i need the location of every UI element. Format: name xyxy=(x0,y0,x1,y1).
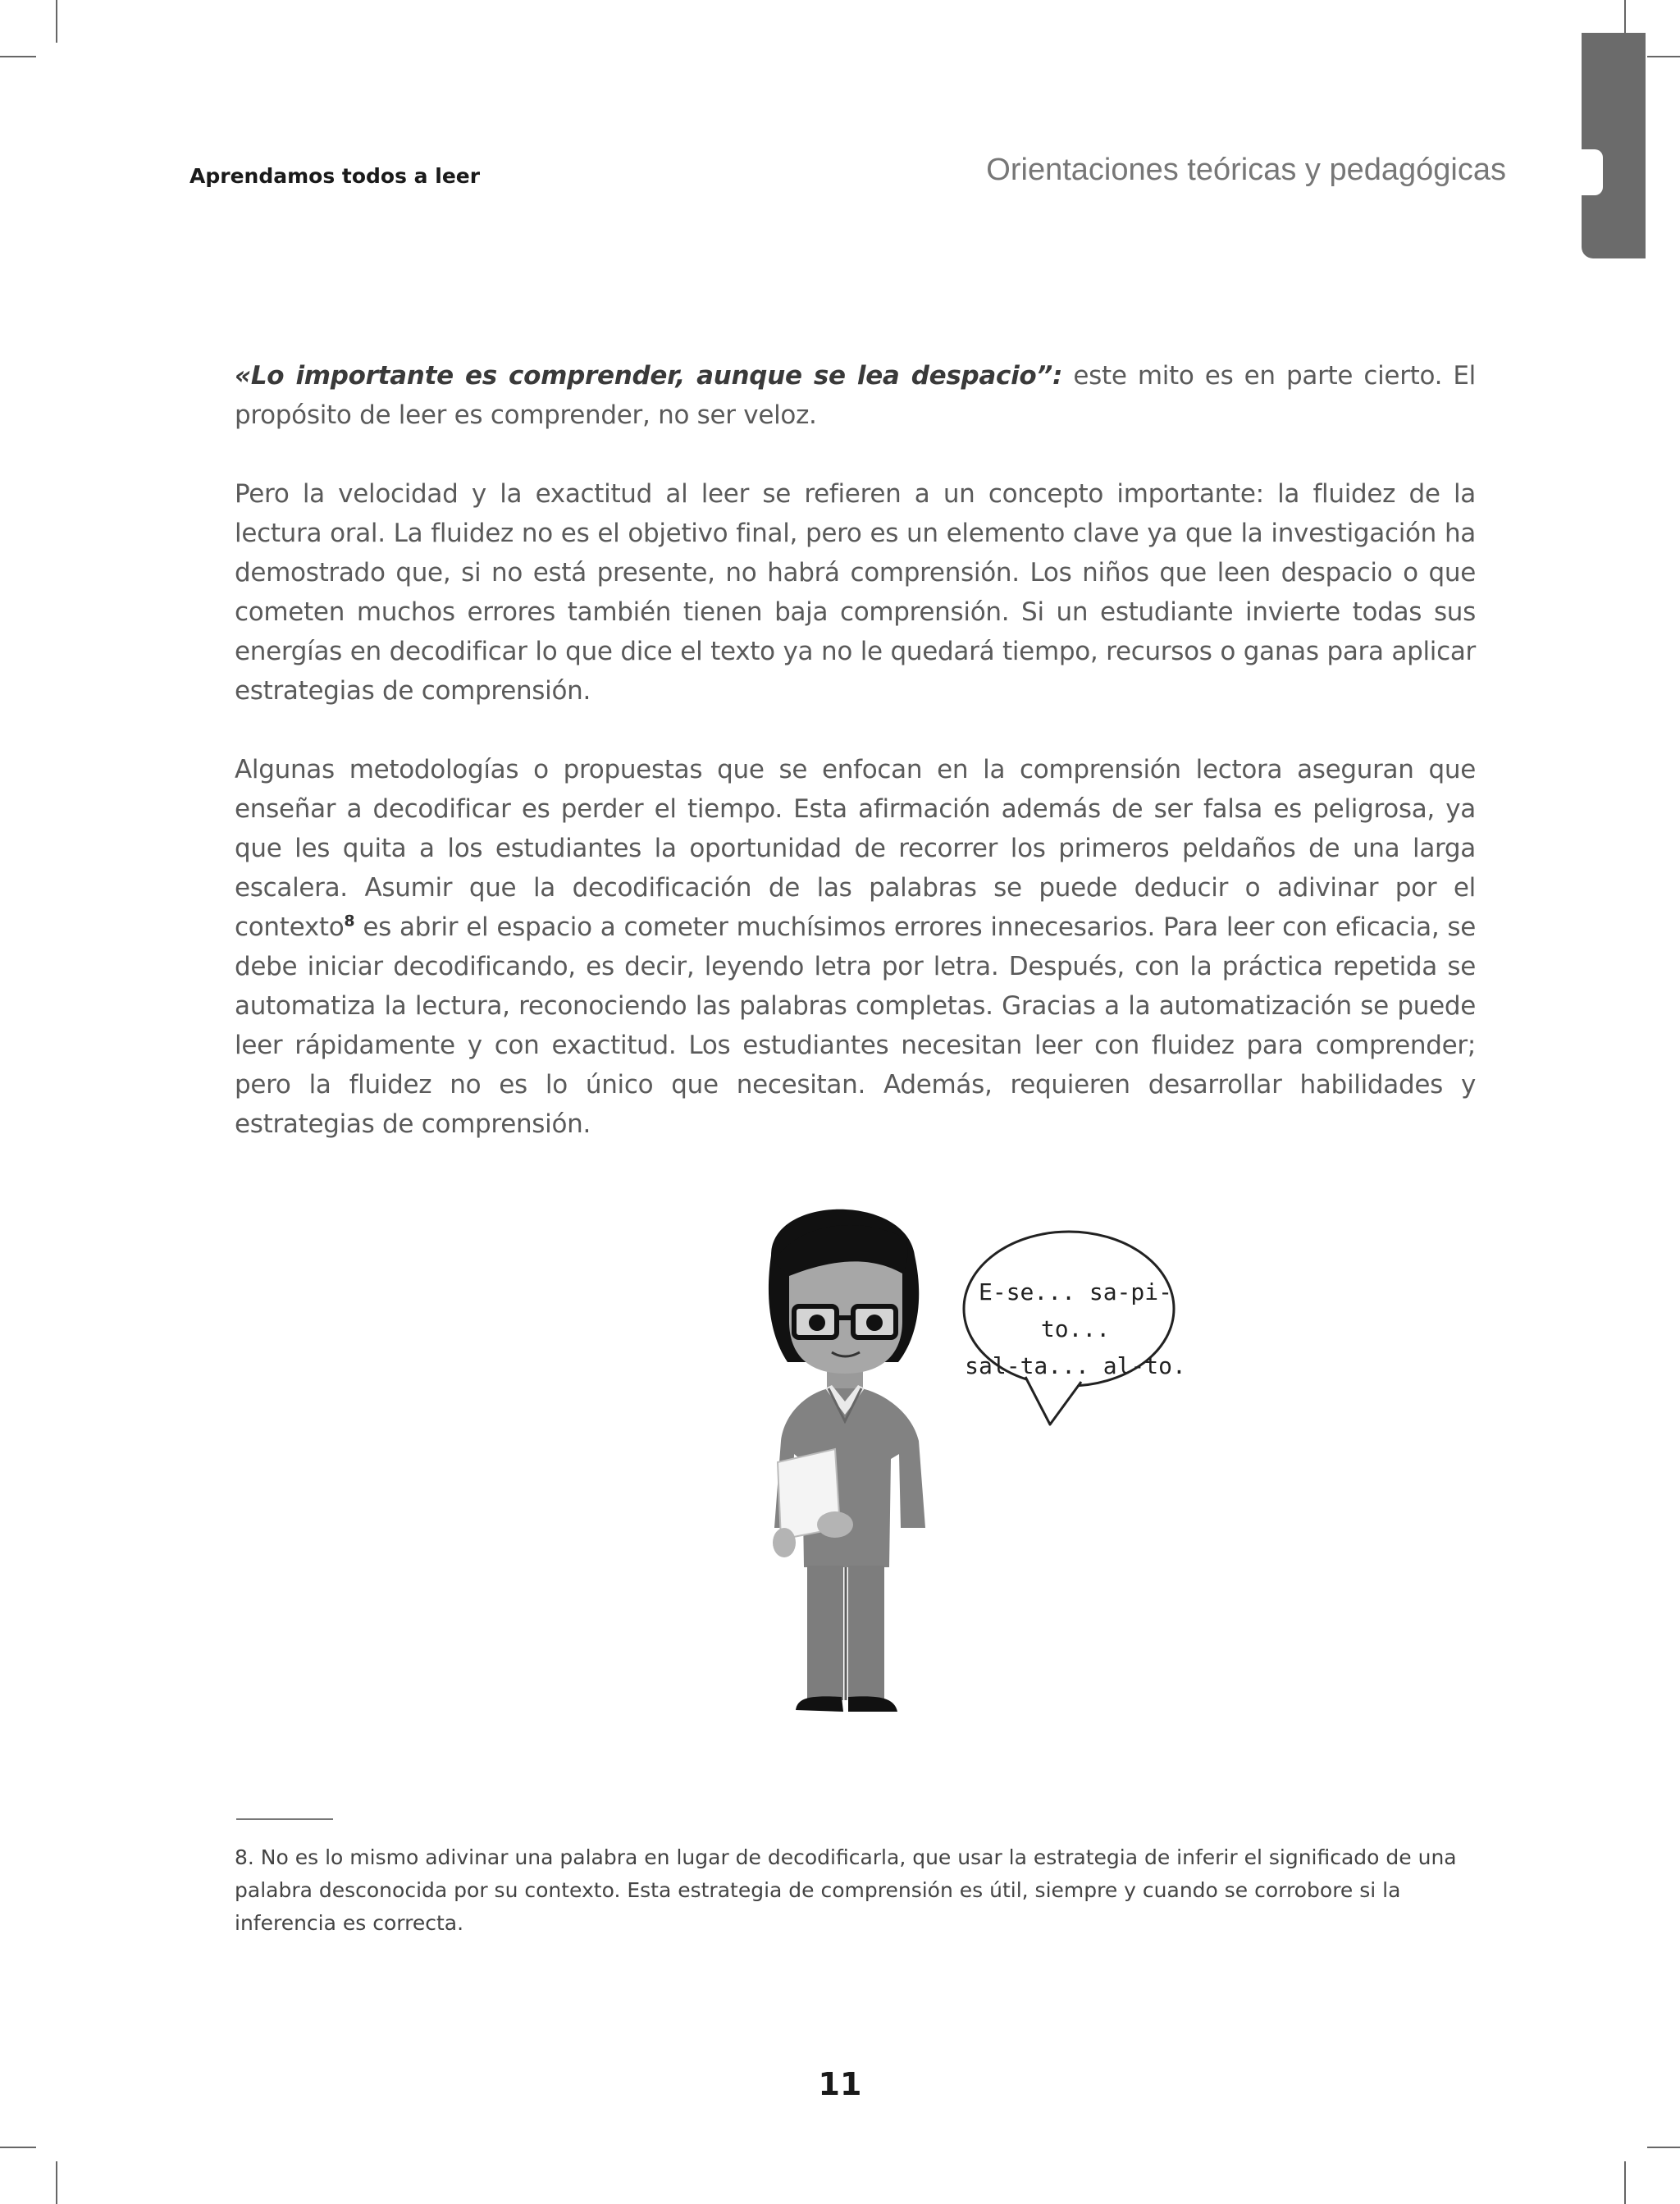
chapter-tab xyxy=(1582,33,1646,258)
shoe xyxy=(796,1696,843,1712)
crop-mark xyxy=(56,0,57,43)
myth-statement: «Lo importante es comprender, aunque se lea despacio”: xyxy=(235,361,1063,391)
paragraph-decoding xyxy=(235,750,1476,1144)
running-header-book-title: Aprendamos todos a leer xyxy=(189,164,481,188)
speech-line-2: sal-ta... al-to. xyxy=(965,1352,1186,1379)
chapter-tab-notch xyxy=(1582,149,1603,195)
crop-mark xyxy=(1647,56,1680,57)
page-number: 11 xyxy=(818,2066,862,2102)
crop-mark xyxy=(1624,0,1626,33)
crop-mark xyxy=(0,2147,36,2148)
body-text xyxy=(235,356,1476,1183)
paragraph-fluency: Pero la velocidad y la exactitud al leer se refieren a un concepto importante: la fluidez de la lectura oral. La fluidez no es el objetivo final, pero es un elemento clave ya que la investigación ha demostrado que, si no está presente, no habrá comprensión. Los niños que leen despacio o que cometen muchos errores también tienen baja comprensión. Si un estudiante invierte todas sus energías en decodificar lo que dice el texto ya no le quedará tiempo, recursos o ganas para aplicar estrategias de comprensión. xyxy=(235,479,1476,706)
speech-line-1: E-se... sa-pi-to... xyxy=(978,1278,1172,1342)
speech-bubble-text xyxy=(956,1273,1194,1384)
hand xyxy=(773,1528,796,1557)
shoe xyxy=(848,1696,897,1712)
hand xyxy=(817,1511,853,1538)
paragraph-decoding-part1: Algunas metodologías o propuestas que se enfocan en la comprensión lectora aseguran que enseñar a decodificar es perder el tiempo. Esta afirmación además de ser falsa es peligrosa, ya que les quita a los estudiantes la oportunidad de recorrer los primeros peldaños de una larga escalera. Asumir que la decodificación de las palabras se puede deducir o adivinar por el contexto xyxy=(235,755,1476,942)
footnote-divider xyxy=(236,1818,333,1820)
crop-mark xyxy=(56,2161,57,2204)
leg xyxy=(848,1566,884,1700)
paragraph-myth xyxy=(235,356,1476,435)
paragraph-decoding-part2: es abrir el espacio a cometer muchísimos errores innecesarios. Para leer con eficacia, se debe iniciar decodificando, es decir, leyendo letra por letra. Después, con la práctica repetida se automatiza la lectura, reconociendo las palabras completas. Gracias a la automatización se puede leer rápidamente y con exactitud. Los estudiantes necesitan leer con fluidez para comprender; pero la fluidez no es lo único que necesitan. Además, requieren desarrollar habilidades y estrategias de comprensión. xyxy=(235,912,1476,1139)
footnote-reference[interactable]: 8 xyxy=(344,912,355,931)
crop-mark xyxy=(0,56,36,57)
crop-mark xyxy=(1624,2161,1626,2204)
footnote-8: 8. No es lo mismo adivinar una palabra en lugar de decodificarla, que usar la estrategia de inferir el significado de una palabra desconocida por su contexto. Esta estrategia de comprensión es útil, siempre y cuando se corrobore si la inferencia es correcta. xyxy=(235,1845,1457,1935)
myth-response: este mito es en parte cierto. El propósito de leer es comprender, no ser veloz. xyxy=(235,361,1476,430)
running-header-section-title: Orientaciones teóricas y pedagógicas xyxy=(986,153,1506,187)
crop-mark xyxy=(1647,2147,1680,2148)
leg xyxy=(807,1566,843,1700)
